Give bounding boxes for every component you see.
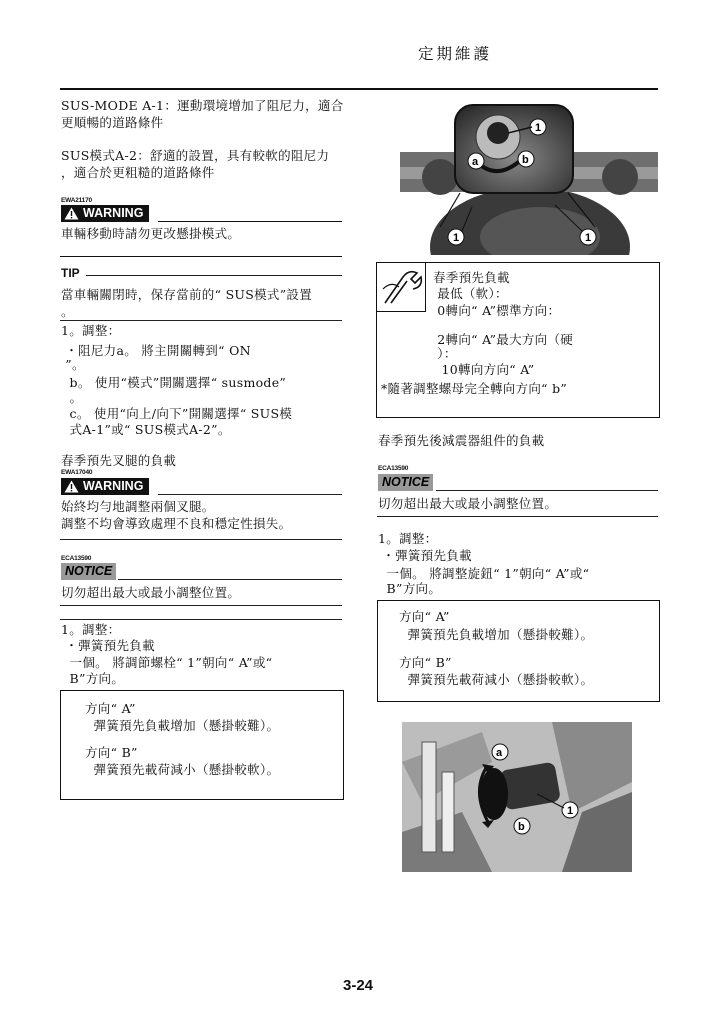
section-rule — [60, 256, 342, 257]
adjust-line-2: ”。 — [61, 357, 85, 372]
left-dir-b-desc: 彈簧預先載荷減小（懸掛較軟）。 — [85, 762, 280, 777]
fig2-label-a: a — [496, 747, 503, 759]
page-number: 3-24 — [343, 977, 374, 994]
fig1-label-a: a — [472, 156, 479, 168]
wrench-spec-icon — [377, 263, 425, 311]
tip-label: TIP — [61, 266, 80, 280]
tip-bottom-rule — [60, 320, 342, 321]
right-direction-box — [377, 600, 660, 702]
warning-triangle-icon — [64, 480, 79, 493]
header-rule — [60, 88, 658, 90]
right-notice-rule — [436, 490, 658, 491]
warning2-bottom-rule — [60, 539, 342, 540]
warning-badge — [61, 205, 149, 222]
warning-label: WARNING — [83, 206, 144, 220]
warning-triangle-icon — [64, 207, 79, 220]
right-adjust-line-3: B”方向。 — [378, 581, 442, 596]
right-dir-b-desc: 彈簧預先載荷減小（懸掛較軟）。 — [399, 672, 594, 687]
notice-text: 切勿超出最大或最小調整位置。 — [61, 585, 241, 600]
warning2-label: WARNING — [83, 479, 144, 493]
adjust-line-4: 。 — [61, 390, 83, 405]
warning-rule — [158, 221, 342, 222]
fig2-label-b: b — [518, 821, 525, 833]
warning2-badge — [61, 478, 149, 495]
left-dir-a-desc: 彈簧預先負載增加（懸掛較難）。 — [85, 718, 280, 733]
mode-a2-line1: SUS模式A-2：舒適的設置，具有較軟的阻尼力 — [61, 148, 330, 163]
fig2-label-1: 1 — [567, 805, 574, 817]
spec-line-7: 10轉向方向“ A” — [433, 362, 535, 377]
spec-box — [376, 262, 660, 418]
spec-line-1: 春季預先負載 — [433, 270, 510, 285]
left-direction-box — [60, 690, 344, 800]
notice-badge: NOTICE — [61, 563, 116, 580]
spec-icon-box — [377, 263, 426, 312]
notice-bottom-rule — [60, 605, 342, 606]
adjust-line-1: ・阻尼力a。 將主開關轉到“ ON — [61, 343, 251, 358]
adjust-line-3: b。 使用“模式”開關選擇“ susmode” — [61, 375, 287, 390]
right-dir-b: 方向“ B” — [399, 655, 452, 670]
adjust2-title: 1。調整： — [61, 622, 121, 637]
adjust2-line-1: ・彈簧預先負載 — [61, 638, 155, 653]
tip-text-line2: 。 — [61, 304, 74, 319]
notice-rule — [118, 579, 342, 580]
right-adjust-line-2: 一個。 將調整旋鈕“ 1”朝向“ A”或“ — [378, 566, 590, 581]
tip-rule — [86, 275, 342, 276]
tip-text-line1: 當車輛關閉時，保存當前的“ SUS模式”設置 — [61, 287, 313, 302]
warning2-rule — [158, 494, 342, 495]
right-dir-a: 方向“ A” — [399, 609, 450, 624]
warning-text: 車輛移動時請勿更改懸掛模式。 — [61, 226, 241, 241]
right-adjust-line-1: ・彈簧預先負載 — [378, 548, 472, 563]
mode-a1-line2: 更順暢的道路條件 — [61, 115, 164, 130]
warning2-code: EWA17040 — [61, 469, 93, 476]
adjust-line-5: c。 使用“向上/向下”開關選擇“ SUS模 — [61, 406, 293, 421]
spec-line-5: 2轉向“ A”最大方向（硬 — [433, 332, 574, 347]
spec-line-6: ）： — [433, 346, 457, 361]
warning2-text-line1: 始終均勻地調整兩個叉腿。 — [61, 499, 215, 514]
right-notice-text: 切勿超出最大或最小調整位置。 — [378, 496, 558, 511]
left-dir-b: 方向“ B” — [85, 745, 138, 760]
fig1-label-1-right: 1 — [585, 232, 592, 244]
spec-line-2: 最低（軟）： — [433, 286, 508, 301]
fig1-label-1-left: 1 — [453, 232, 460, 244]
right-dir-a-desc: 彈簧預先負載增加（懸掛較難）。 — [399, 627, 594, 642]
right-notice-badge: NOTICE — [378, 474, 433, 491]
right-adjust-title: 1。調整： — [378, 531, 438, 546]
left-dir-a: 方向“ A” — [85, 701, 136, 716]
fig1-label-b: b — [522, 154, 529, 166]
mode-a2-line2: ，適合於更粗糙的道路條件 — [61, 165, 215, 180]
adjust2-rule — [60, 619, 342, 620]
warning2-text-line2: 調整不均會導致處理不良和穩定性損失。 — [61, 516, 292, 531]
right-notice-bottom-rule — [377, 516, 658, 517]
page-header-title: 定期維護 — [418, 45, 493, 63]
right-notice-code: ECA13590 — [378, 465, 409, 472]
warning-code: EWA21170 — [61, 197, 92, 204]
front-fork-figure — [400, 97, 658, 255]
rear-section-title: 春季預先後減震器組件的負載 — [378, 433, 545, 448]
notice-code: ECA13590 — [61, 555, 92, 562]
mode-a1-line1: SUS-MODE A-1：運動環境增加了阻尼力，適合 — [61, 98, 344, 113]
rear-shock-figure — [402, 722, 632, 872]
adjust-line-6: 式A-1”或“ SUS模式A-2”。 — [61, 422, 231, 437]
adjust2-line-3: B”方向。 — [61, 671, 125, 686]
adjust2-line-2: 一個。 將調節螺栓“ 1”朝向“ A”或“ — [61, 655, 273, 670]
spec-line-3: 0轉向“ A”標準方向： — [433, 303, 561, 318]
fig1-label-1-top: 1 — [535, 122, 542, 134]
fork-section-title: 春季預先叉腿的負載 — [61, 453, 177, 468]
spec-note: *隨著調整螺母完全轉向方向“ b” — [381, 381, 568, 396]
adjust-title: 1。調整： — [61, 323, 121, 338]
